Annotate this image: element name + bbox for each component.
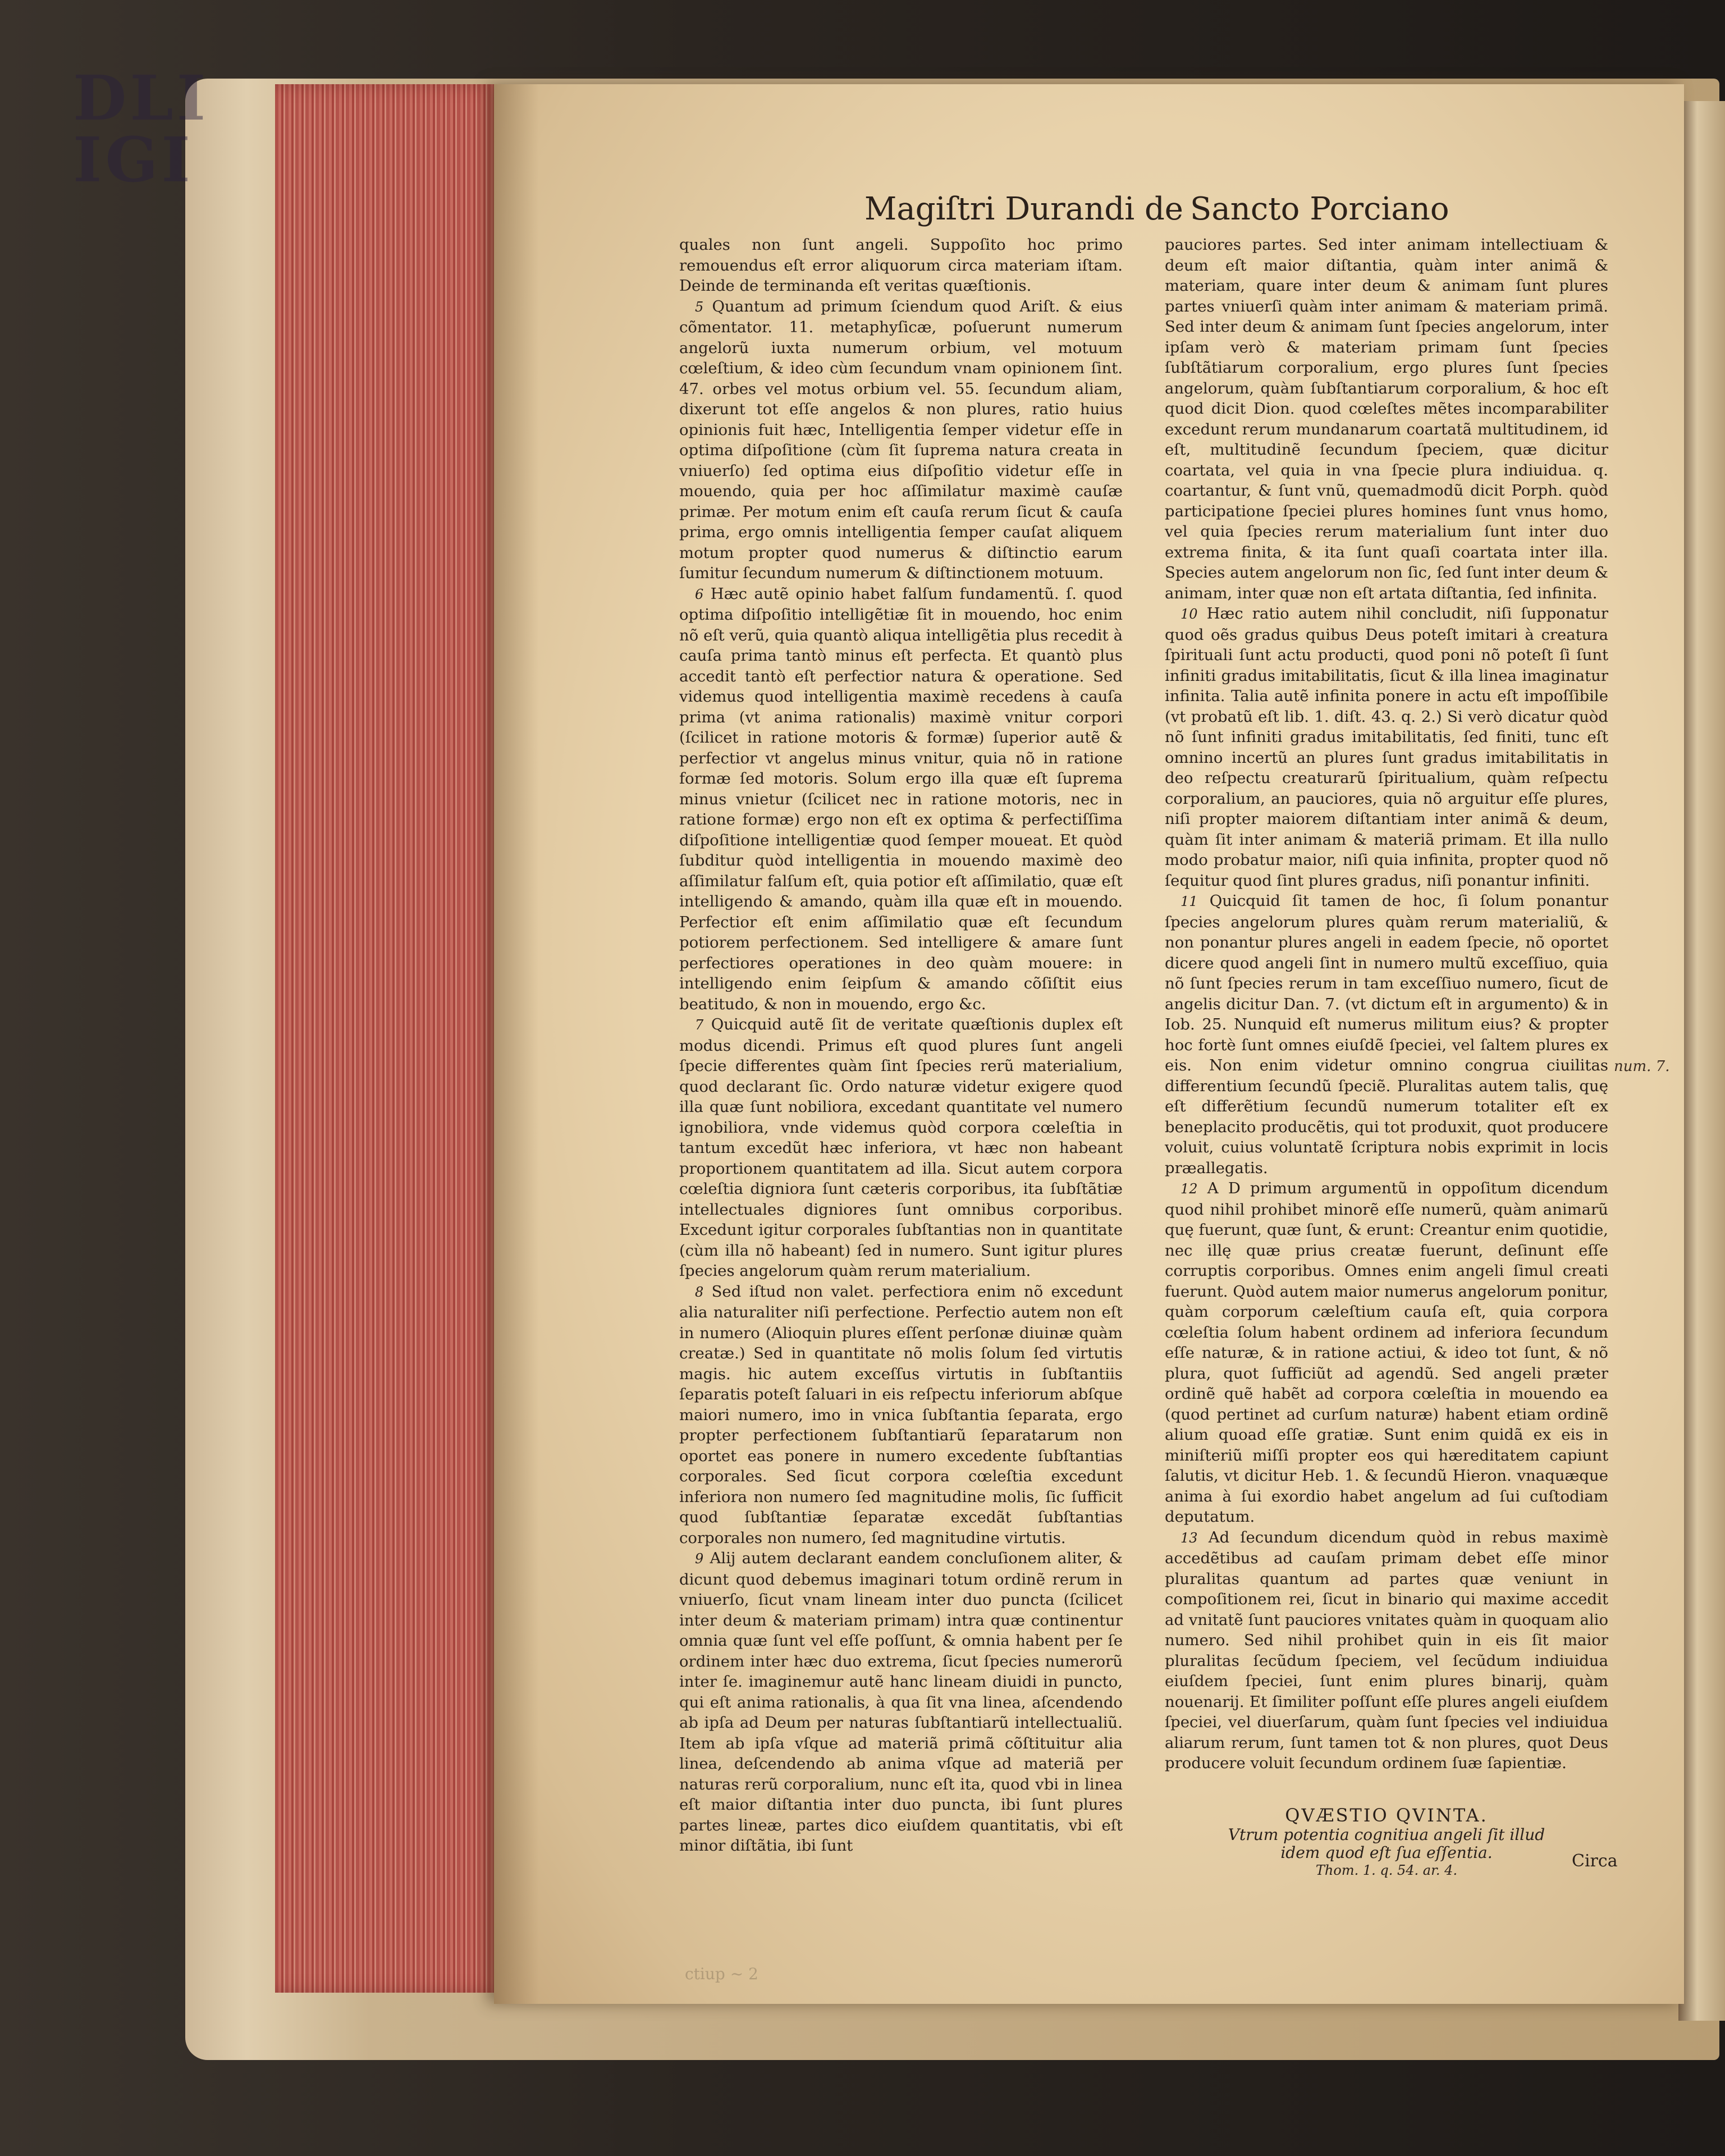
right-text-column: [1165, 235, 1608, 1774]
paragraph-number: 5: [695, 299, 704, 315]
paragraph: 10 Hæc ratio autem nihil concludit, niſi ſupponatur quod oẽs gradus quibus Deus poteſt imitari à creatura ſpirituali ſunt actu producti, quod poni nõ poteſt ſi ſunt infiniti gradus imitabilitatis, ſicut & illa linea imaginatur infinita. Talia autẽ infinita ponere in actu eſt impoſſibile (vt probatũ eſt lib. 1. diſt. 43. q. 2.) Si verò dicatur quòd nõ ſunt infiniti gradus imitabilitatis, ſed finiti, tunc eſt omnino incertũ an plures ſunt gradus imitabilitatis in deo reſpectu creaturarũ ſpiritualium, quàm reſpectu corporalium, an pauciores, quia nõ arguitur eſſe plures, niſi propter maiorem diſtantiam inter animã & deum, quàm ſit inter animam & materiã primam. Et illa nullo modo probatur maior, niſi quia infinita, propter quod nõ ſequitur quod ſint plures gradus, niſi ponantur infiniti.: [1165, 605, 1608, 890]
paragraph-number: 6: [695, 586, 704, 602]
bleed-through-text: ctiup ~ 2: [685, 1965, 758, 1983]
running-head-right: Sancto Porciano: [1190, 191, 1449, 227]
gutter-shadow: [494, 84, 539, 2004]
paragraph: 5 Quantum ad primum ſciendum quod Ariſt. & eius cõmentator. 11. metaphyſicæ, poſuerunt numerum angelorũ iuxta numerum orbium, vel motuum cœleſtium, & ideo cùm ſecundum vnam opinionem ſint. 47. orbes vel motus orbium vel. 55. ſecundum aliam, dixerunt tot eſſe angelos & non plures, ratio huius opinionis fuit hæc, Intelligentia ſemper videtur eſſe in optima diſpoſitione (cùm ſit ſuprema natura creata in vniuerſo) ſed optima eius diſpoſitio videtur eſſe in mouendo, quia per hoc aſſimilatur maximè cauſæ primæ. Per motum enim eſt cauſa rerum ſicut & cauſa prima, ergo omnis intelligentia ſemper cauſat aliquem motum propter quod numerus & diſtinctio earum ſumitur ſecundum numerum & diſtinctionem motuum.: [679, 297, 1123, 582]
paragraph: 11 Quicquid ſit tamen de hoc, ſi ſolum ponantur ſpecies angelorum plures quàm rerum materialiũ, & non ponantur plures angeli in eadem ſpecie, nõ oportet dicere quod angeli ſint in numero multũ exceſſiuo, quia nõ ſunt ſpecies rerum in tam exceſſiuo numero, ſicut de angelis dicitur Dan. 7. (vt dictum eſt in argumento) & in Iob. 25. Nunquid eſt numerus militum eius? & propter hoc fortè ſunt omnes eiuſdẽ ſpeciei, vel ſaltem plures ex eis. Non enim videtur omnino congrua ciuilitas differentium ſecundũ ſpeciẽ. Pluralitas autem talis, quę eſt differẽtium ſecundũ numerum totaliter eſt ex beneplacito producẽtis, qui tot produxit, quot producere voluit, cuius voluntatẽ ſcriptura nobis exprimit in locis præallegatis.: [1165, 892, 1609, 1177]
binding-edge: [1678, 101, 1725, 2021]
paragraph: 9 Alij autem declarant eandem concluſionem aliter, & dicunt quod debemus imaginari totum ordinẽ rerum in vniuerſo, ſicut vnam lineam inter duo puncta (ſcilicet inter deum & materiam primam) intra quæ continentur omnia quæ ſunt vel eſſe poſſunt, & omnia habent per ſe ordinem inter hæc duo extrema, ſicut ſpecies numerorũ inter ſe. imaginemur autẽ hanc lineam diuidi in puncto, qui eſt anima rationalis, à qua ſit vna linea, aſcendendo ab ipſa ad Deum per naturas ſubſtantiarũ intellectualiũ. Item ab ipſa vſque ad materiã primã cõſtituitur alia linea, deſcendendo ab anima vſque ad materiã per naturas rerũ corporalium, nunc eſt ita, quod vbi in linea eſt maior diſtantia inter duo puncta, ibi ſunt plures partes lineæ, partes dico eiuſdem quantitatis, vbi eſt minor diſtãtia, ibi ſunt: [679, 1549, 1123, 1855]
paragraph-number: 12: [1180, 1181, 1198, 1197]
paragraph-number: 8: [695, 1284, 704, 1300]
paragraph-number: 13: [1180, 1530, 1198, 1546]
quaestio-subtitle-line-1: Vtrum potentia cognitiua angeli ſit illud: [1228, 1825, 1545, 1844]
paragraph: 7 Quicquid autẽ ſit de veritate quæſtionis duplex eſt modus dicendi. Primus eſt quod plures ſunt angeli ſpecie differentes quàm ſint ſpecies rerũ materialium, quod declarant ſic. Ordo naturæ videtur exigere quod illa quæ ſunt nobiliora, excedant quantitate vel numero ignobiliora, vnde videmus quòd corpora cœleſtia in tantum excedũt hæc inferiora, vt hæc non habeant proportionem quantitatem ad illa. Sicut autem corpora cœleſtia digniora ſunt cæteris corporibus, ita ſubſtãtiæ intellectuales digniores ſunt omnibus corporibus. Excedunt igitur corporales ſubſtantias non in quantitate (cùm illa nõ habeant) ſed in numero. Sunt igitur plures ſpecies angelorum quàm rerum materialium.: [679, 1015, 1123, 1280]
running-head: [629, 191, 1639, 236]
catchword: Circa: [1572, 1851, 1618, 1871]
paragraph: pauciores partes. Sed inter animam intellectiuam & deum eſt maior diſtantia, quàm inter animã & materiam, quare inter deum & animam ſunt plures partes vniuerſi quàm inter animam & materiam primã. Sed inter deum & animam ſunt ſpecies angelorum, inter ipſam verò & materiam primam ſunt ſpecies ſubſtãtiarum corporalium, ergo plures ſunt ſpecies angelorum, quàm ſubſtantiarum corporalium, & hoc eſt quod dicit Dion. quod cœleſtes mẽtes incomparabiliter excedunt rerum mundanarum coartatã multitudinem, id eſt, multitudinẽ ſecundum ſpeciem, quæ dicitur coartata, vel quia in vna ſpecie plura indiuidua. q. coartantur, & ſunt vnũ, quemadmodũ dicit Porph. quòd participatione ſpeciei plures homines ſunt vnus homo, vel quia ſpecies rerum materialium ſunt inter duo extrema finita, & ita ſunt quaſi coartata inter illa. Species autem angelorum non ſic, ſed ſunt inter deum & animam, inter quæ non eſt artata diſtantia, ſed infinita.: [1165, 236, 1608, 602]
left-text-column: [679, 235, 1123, 1856]
quaestio-title: QVÆSTIO QVINTA.: [1285, 1805, 1488, 1826]
red-edged-page-block: [275, 84, 511, 1993]
paragraph-number: 9: [695, 1551, 704, 1567]
quaestio-subtitle-line-2: idem quod eſt ſua eſſentia.: [1280, 1843, 1493, 1862]
paragraph: 12 A D primum argumentũ in oppoſitum dicendum quod nihil prohibet minorẽ eſſe numerũ, quàm animarũ quę fuerunt, quæ ſunt, & erunt: Creantur enim quotidie, nec illę quæ prius creatæ fuerunt, deſinunt eſſe corruptis corporibus. Omnes enim angeli ſimul creati fuerunt. Quòd autem maior numerus angelorum ponitur, quàm corporum cæleſtium cauſa eſt, quia corpora cœleſtia ſolum habent ordinem ad inferiora ſecundum eſſe naturæ, & in ratione actiui, & ideo tot ſunt, & nõ plura, quot ſufficiũt ad agendũ. Sed angeli præter ordinẽ quẽ habẽt ad corpora cœleſtia in mouendo ea (quod pertinet ad curſum naturæ) habent etiam ordinẽ alium quoad eſſe gratiæ. Sunt enim quidã ex eis in miniſteriũ miſſi propter eos qui hæreditatem capiunt ſalutis, vt dicitur Heb. 1. & ſecundũ Hieron. vnaquæque anima à ſui exordio habet angelum ad ſui cuſtodiam deputatum.: [1165, 1179, 1608, 1526]
paragraph-number: 10: [1180, 606, 1198, 622]
paragraph: 13 Ad ſecundum dicendum quòd in rebus maximè accedẽtibus ad cauſam primam debet eſſe minor pluralitas quantum ad partes quæ veniunt in compoſitionem rei, ſicut in binario qui maxime accedit ad vnitatẽ ſunt pauciores vnitates quàm in quoquam alio numero. Sed nihil prohibet quin in eis ſit maior pluralitas ſecũdum ſpeciem, vel ſecũdum indiuidua eiuſdem ſpeciei, ſunt enim plures binarij, quàm nouenarij. Et ſimiliter poſſunt eſſe plures angeli eiuſdem ſpeciei, vel diuerſarum, quàm ſunt ſpecies vel indiuidua aliarum rerum, ſunt tamen tot & non plures, quot Deus producere voluit ſecundum ordinem ſuæ ſapientiæ.: [1165, 1528, 1608, 1772]
margin-note: num. 7.: [1614, 1058, 1670, 1075]
quaestio-heading: [1165, 1805, 1608, 1879]
paragraph: 6 Hæc autẽ opinio habet falſum fundamentũ. ſ. quod optima diſpoſitio intelligẽtiæ ſit in mouendo, hoc enim nõ eſt verũ, quia quantò aliqua intelligẽtia plus recedit à cauſa prima tantò minus eſt perfecta. Et quantò plus accedit tantò eſt perfectior natura & operatione. Sed videmus quod intelligentia maximè recedens à cauſa prima (vt anima rationalis) maximè vnitur corpori (ſcilicet in ratione motoris & formæ) ſuperior autẽ & perfectior vt angelus minus vnitur, quia nõ in ratione formæ ſed motoris. Solum ergo illa quæ eſt ſuprema minus vnietur (ſcilicet nec in ratione motoris, nec in ratione formæ) ergo non eſt ex optima & perfectiſſima diſpoſitione intelligentiæ quod ſemper moueat. Et quòd ſubditur quòd intelligentia in mouendo maximè deo aſſimilatur falſum eſt, quia potior eſt aſſimilatio, quæ eſt intelligendo & amando, quàm illa quæ eſt in mouendo. Perfectior eſt enim aſſimilatio quæ eſt ſecundum potiorem perfectionem. Sed intelligere & amare ſunt perfectiores operationes in deo quàm mouere: in intelligendo enim ſeipſum & amando cõſiſtit eius beatitudo, & non in mouendo, ergo &c.: [679, 584, 1123, 1013]
book-page: [494, 84, 1684, 2004]
quaestio-reference: Thom. 1. q. 54. ar. 4.: [1315, 1862, 1458, 1878]
paragraph-number: 7: [695, 1017, 704, 1033]
running-head-left: Magiſtri Durandi de: [864, 191, 1183, 227]
paragraph: quales non ſunt angeli. Suppoſito hoc primo remouendus eſt error aliquorum circa materiam iſtam. Deinde de terminanda eſt veritas quæſtionis.: [679, 236, 1123, 295]
ownership-stamp: DLI IGI: [73, 62, 209, 196]
paragraph-number: 11: [1180, 894, 1198, 909]
paragraph: 8 Sed iſtud non valet. perfectiora enim nõ excedunt alia naturaliter niſi perfectione. Perfectio autem non eſt in numero (Alioquin plures eſſent perſonæ diuinæ quàm creatæ.) Sed in quantitate nõ molis ſolum ſed virtutis magis. hic autem exceſſus virtutis in ſubſtantiis ſeparatis poteſt ſaluari in eis reſpectu inferiorum abſque maiori numero, imo in vnica ſubſtantia ſeparata, ergo propter perfectionem ſubſtantiarũ ſeparatarum non oportet eas ponere in numero excedente ſubſtantias corporales. Sed ſicut corpora cœleſtia excedunt inferiora non numero ſed magnitudine molis, ſic ſufficit quod ſubſtantiæ ſeparatæ excedãt ſubſtantias corporales non numero, ſed magnitudine virtutis.: [679, 1282, 1123, 1547]
